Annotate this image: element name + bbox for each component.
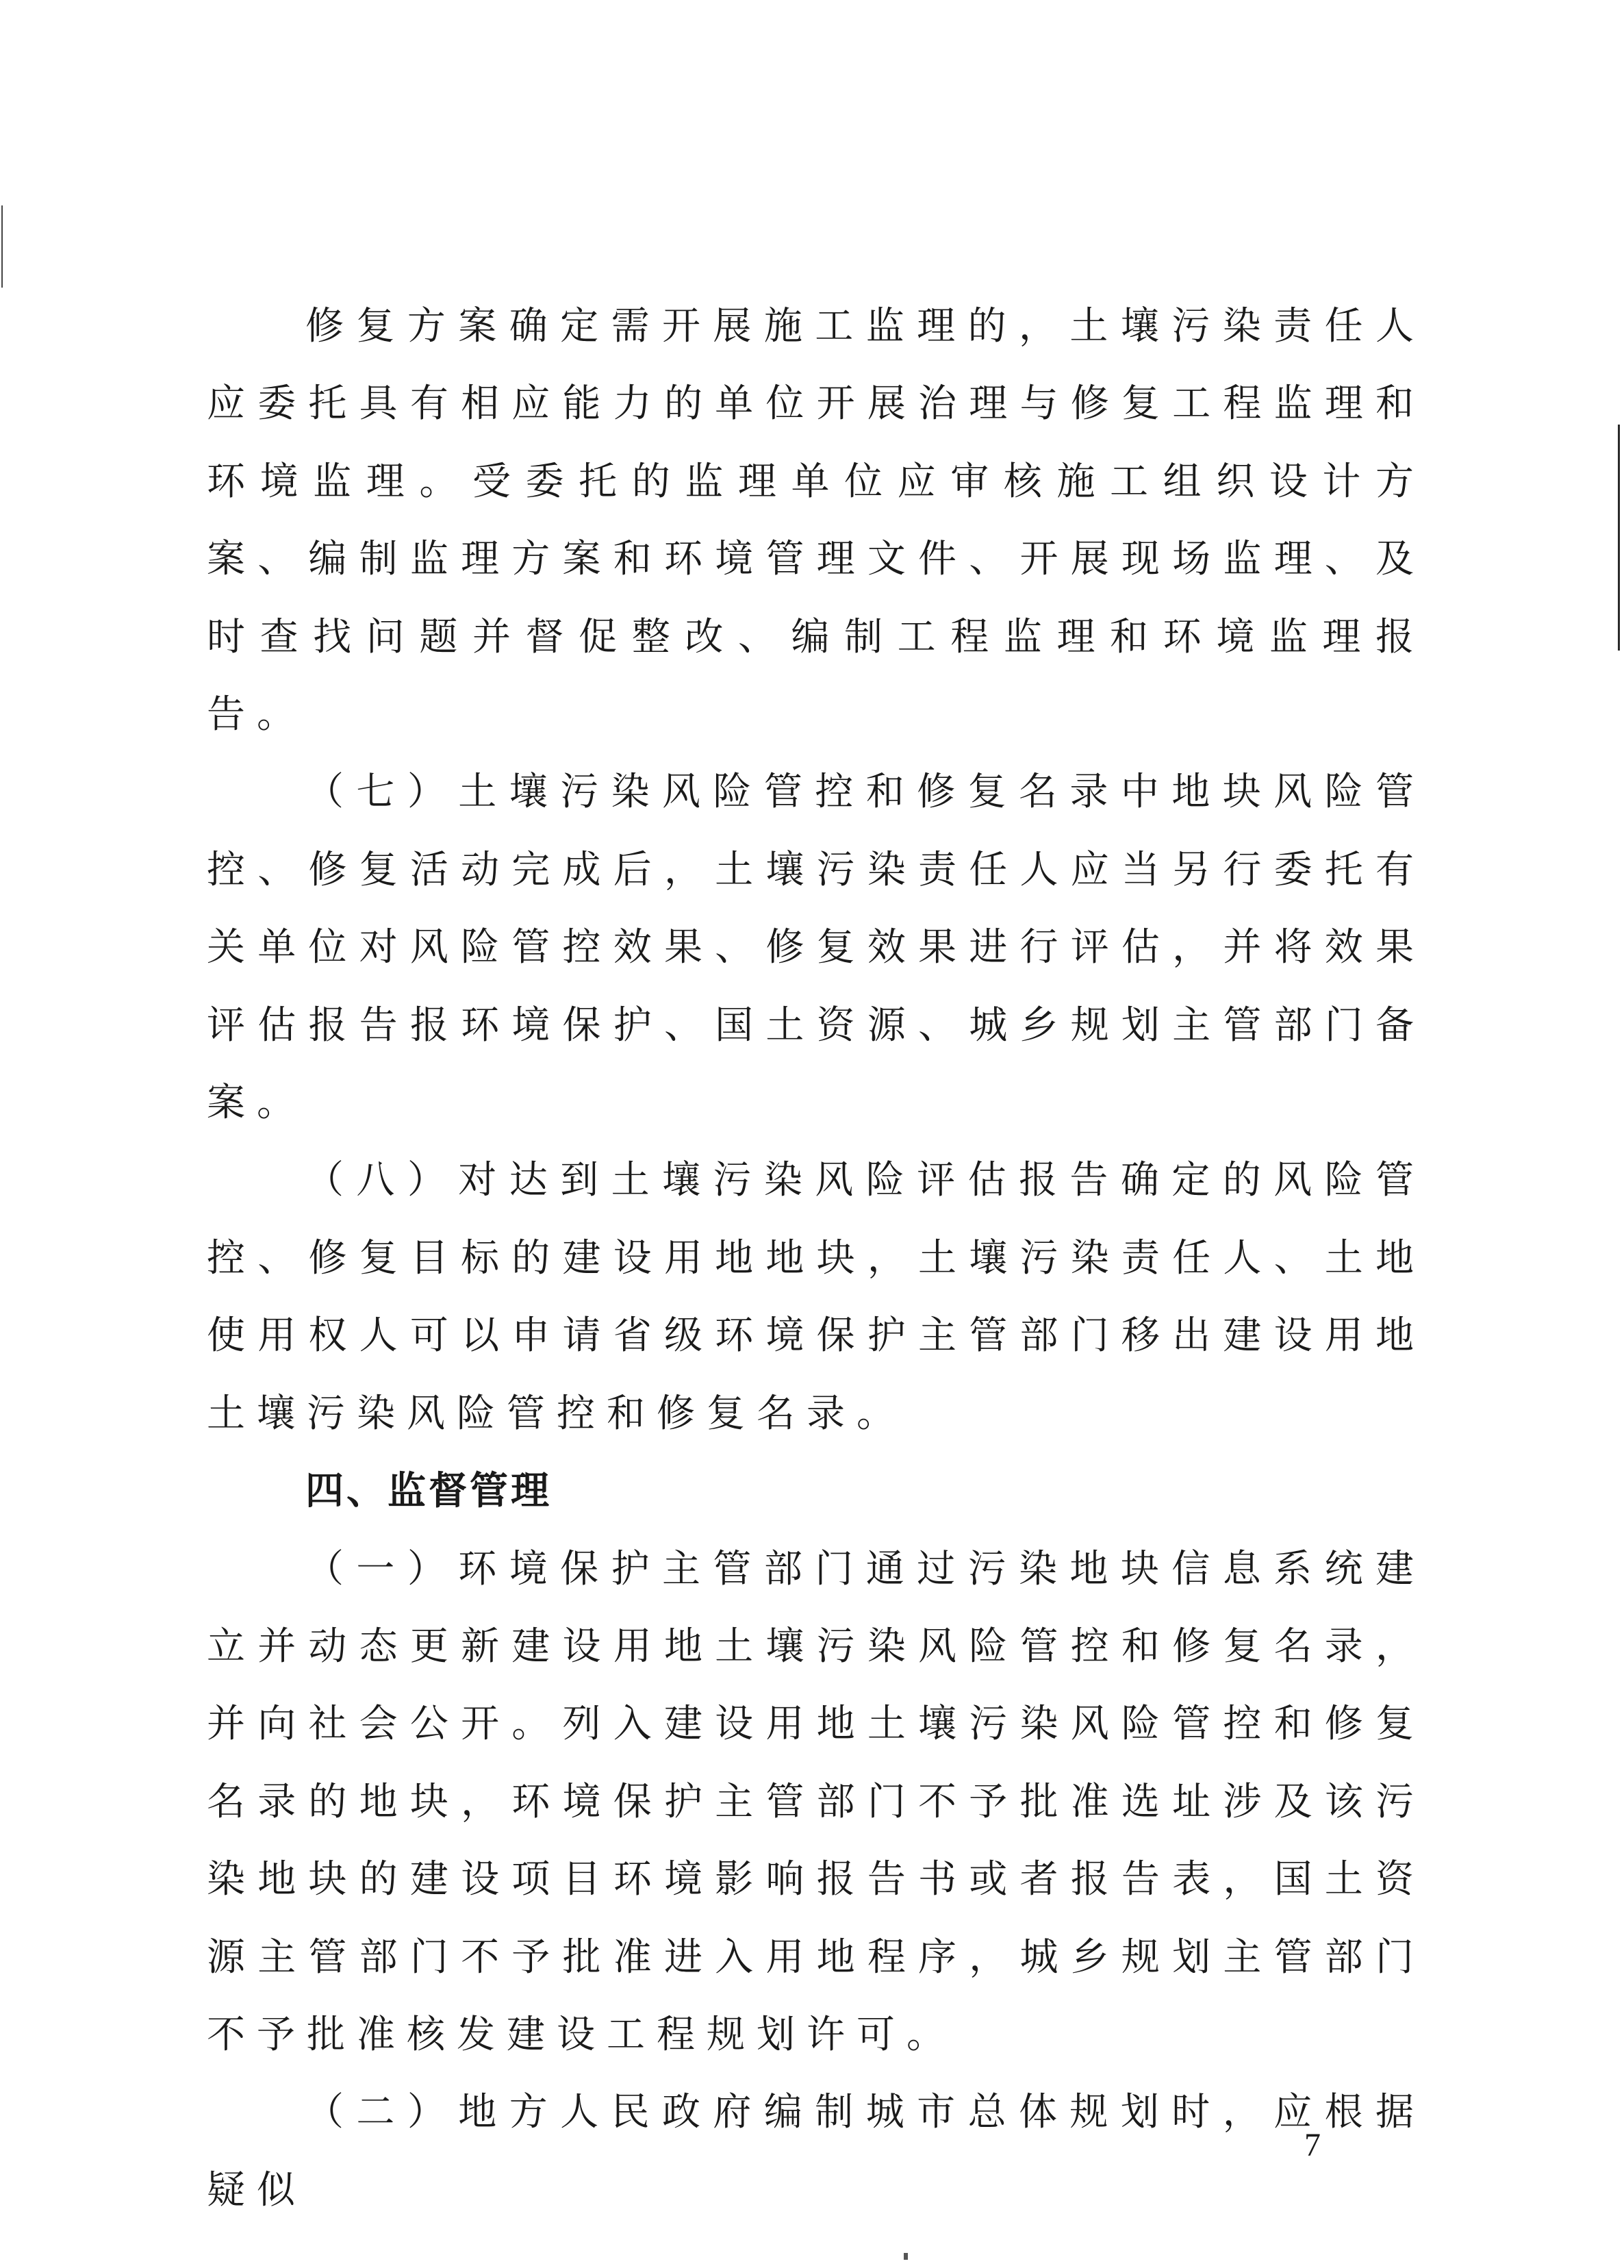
paragraph-item-1: （一）环境保护主管部门通过污染地块信息系统建立并动态更新建设用地土壤污染风险管控和修复名录，并向社会公开。列入建设用地土壤污染风险管控和修复名录的地块，环境保护主管部门不予批准选址涉及该污染地块的建设项目环境影响报告书或者报告表，国土资源主管部门不予批准进入用地程序，城乡规划主管部门不予批准核发建设工程规划许可。 xyxy=(207,1546,1425,2057)
document-body xyxy=(207,288,1425,2229)
page-number: 7 xyxy=(1304,2127,1321,2163)
paragraph-item-7: （七）土壤污染风险管控和修复名录中地块风险管控、修复活动完成后，土壤污染责任人应当另行委托有关单位对风险管控效果、修复效果进行评估，并将效果评估报告报环境保护、国土资源、城乡规划主管部门备案。 xyxy=(207,770,1425,1126)
scan-edge-mark xyxy=(1,205,3,288)
paragraph-item-2: （二）地方人民政府编制城市总体规划时，应根据疑似 xyxy=(207,2090,1425,2213)
scan-edge-mark xyxy=(1618,425,1620,651)
paragraph-item-8: （八）对达到土壤污染风险评估报告确定的风险管控、修复目标的建设用地地块，土壤污染责任人、土地使用权人可以申请省级环境保护主管部门移出建设用地土壤污染风险管控和修复名录。 xyxy=(207,1158,1425,1436)
scan-artifact-mark xyxy=(904,2253,908,2260)
paragraph-supervision-scheme: 修复方案确定需开展施工监理的，土壤污染责任人应委托具有相应能力的单位开展治理与修复工程监理和环境监理。受委托的监理单位应审核施工组织设计方案、编制监理方案和环境管理文件、开展现场监理、及时查找问题并督促整改、编制工程监理和环境监理报告。 xyxy=(207,304,1425,738)
section-heading-supervision: 四、监督管理 xyxy=(305,1469,552,1514)
